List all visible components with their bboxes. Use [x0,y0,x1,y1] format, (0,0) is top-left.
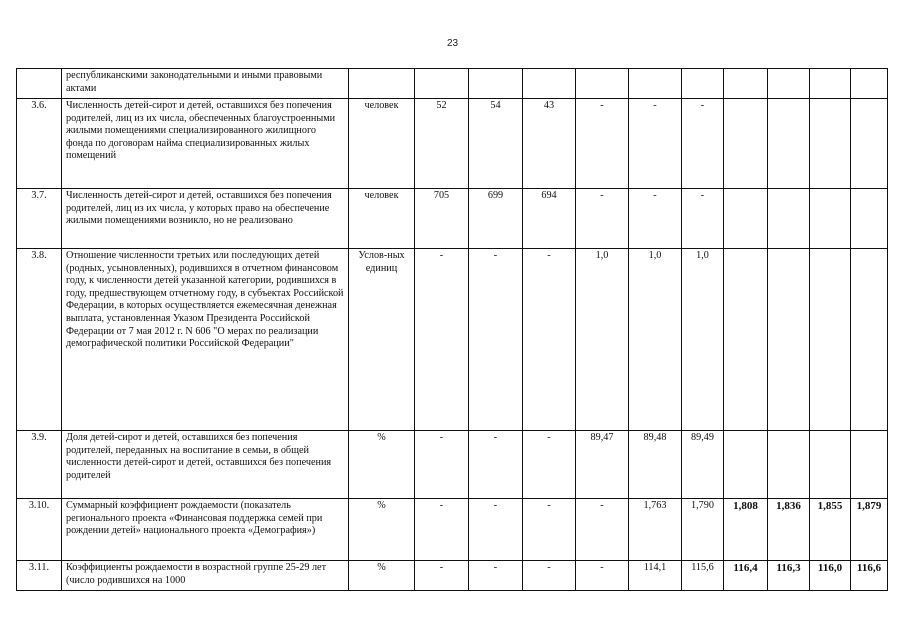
value-cell [851,69,888,99]
value-cell: 114,1 [629,561,682,591]
page-number: 23 [446,38,459,49]
value-cell: 1,763 [629,499,682,561]
value-cell: 89,47 [576,431,629,499]
indicator-description: Численность детей-сирот и детей, оставшихся без попечения родителей, лиц из их числа, у которых право на обеспечение жилыми помещениями возникло, но не реализовано [62,189,349,249]
indicator-description: Доля детей-сирот и детей, оставшихся без попечения родителей, переданных на воспитание в семьи, в общей численности детей-сирот и детей, оставшихся без попечения родителей [62,431,349,499]
value-cell [768,189,810,249]
value-cell: 116,6 [851,561,888,591]
value-cell [469,69,523,99]
value-cell: 694 [523,189,576,249]
table-row [17,249,888,431]
value-cell: - [415,249,469,431]
value-cell: - [469,499,523,561]
unit-of-measure: человек [349,189,415,249]
value-cell [724,69,768,99]
value-cell: 89,49 [682,431,724,499]
value-cell [851,189,888,249]
value-cell: 1,808 [724,499,768,561]
value-cell [768,431,810,499]
value-cell: 116,4 [724,561,768,591]
value-cell [768,249,810,431]
value-cell: 1,855 [810,499,851,561]
indicator-description: Отношение численности третьих или последующих детей (родных, усыновленных), родившихся в отчетном финансовом году, к численности детей указанной категории, родившихся в году, предшествующем отчетному году, в субъектах Российской Федерации, в которых осуществляется ежемесячная денежная выплата, установленная Указом Президента Российской Федерации от 7 мая 2012 г. N 606 "О мерах по реализации демографической политики Российской Федерации" [62,249,349,431]
value-cell: 1,0 [629,249,682,431]
value-cell: - [576,499,629,561]
value-cell [415,69,469,99]
value-cell: 1,790 [682,499,724,561]
value-cell: 1,836 [768,499,810,561]
value-cell [523,69,576,99]
value-cell: - [469,249,523,431]
value-cell: 1,0 [682,249,724,431]
value-cell: - [523,499,576,561]
value-cell [724,189,768,249]
indicator-description: Численность детей-сирот и детей, оставшихся без попечения родителей, лиц из их числа, обеспеченных благоустроенными жилыми помещениями специализированного жилищного фонда по договорам найма специализированных жилых помещений [62,99,349,189]
value-cell: - [682,189,724,249]
indicators-table [16,68,888,591]
value-cell: 52 [415,99,469,189]
value-cell: 116,0 [810,561,851,591]
value-cell [724,249,768,431]
row-number: 3.9. [17,431,62,499]
value-cell [576,69,629,99]
unit-of-measure: % [349,431,415,499]
table-row [17,561,888,591]
value-cell [768,69,810,99]
value-cell: 699 [469,189,523,249]
value-cell: - [682,99,724,189]
value-cell: 1,0 [576,249,629,431]
value-cell: - [415,431,469,499]
table-row [17,499,888,561]
value-cell: - [415,499,469,561]
unit-of-measure [349,69,415,99]
value-cell: 116,3 [768,561,810,591]
unit-of-measure: % [349,561,415,591]
value-cell: 54 [469,99,523,189]
row-number: 3.8. [17,249,62,431]
value-cell [682,69,724,99]
row-number [17,69,62,99]
unit-of-measure: человек [349,99,415,189]
value-cell [629,69,682,99]
value-cell: - [523,249,576,431]
value-cell: - [469,561,523,591]
value-cell [851,99,888,189]
row-number: 3.6. [17,99,62,189]
value-cell [810,431,851,499]
indicator-description: Коэффициенты рождаемости в возрастной группе 25-29 лет (число родившихся на 1000 [62,561,349,591]
value-cell: - [576,99,629,189]
value-cell: - [576,561,629,591]
value-cell: 115,6 [682,561,724,591]
value-cell: - [523,561,576,591]
unit-of-measure: % [349,499,415,561]
value-cell [724,99,768,189]
value-cell: 705 [415,189,469,249]
table-row [17,99,888,189]
value-cell: - [523,431,576,499]
unit-of-measure: Услов-ных единиц [349,249,415,431]
value-cell [810,249,851,431]
value-cell: 43 [523,99,576,189]
row-number: 3.11. [17,561,62,591]
value-cell [851,249,888,431]
value-cell: 89,48 [629,431,682,499]
value-cell [724,431,768,499]
table-row [17,189,888,249]
value-cell [851,431,888,499]
indicator-description: республиканскими законодательными и иными правовыми актами [62,69,349,99]
row-number: 3.7. [17,189,62,249]
table-row [17,69,888,99]
value-cell: - [415,561,469,591]
row-number: 3.10. [17,499,62,561]
value-cell: - [629,99,682,189]
indicator-description: Суммарный коэффициент рождаемости (показатель регионального проекта «Финансовая поддержка семей при рождении детей» национального проекта «Демография») [62,499,349,561]
value-cell: - [629,189,682,249]
value-cell: - [469,431,523,499]
value-cell [810,189,851,249]
value-cell [768,99,810,189]
value-cell: 1,879 [851,499,888,561]
value-cell [810,69,851,99]
value-cell: - [576,189,629,249]
value-cell [810,99,851,189]
table-row [17,431,888,499]
